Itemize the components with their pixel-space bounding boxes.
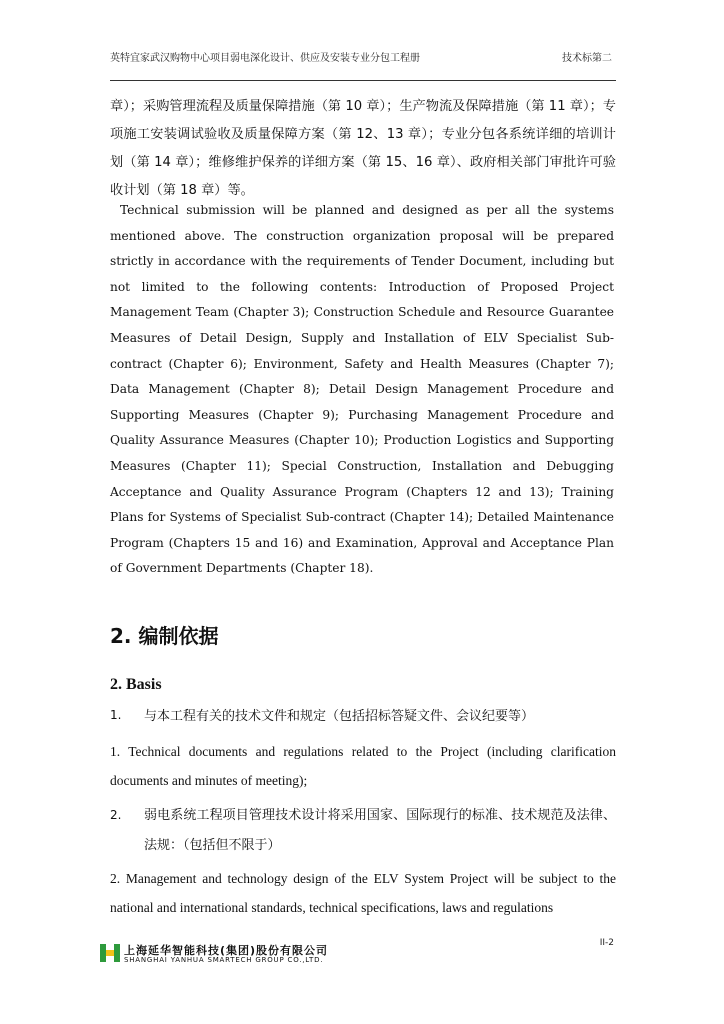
page-footer (100, 938, 616, 978)
list-item-cn-text: 与本工程有关的技术文件和规定（包括招标答疑文件、会议纪要等） (144, 709, 535, 724)
english-paragraph: Technical submission will be planned and designed as per all the systems mentioned above. The construction organization proposal will be prepared strictly in accordance with the requirements of Tender Document, including but not limited to the following contents: Introduction of Proposed Project Management Team (Chapter 3); Construction Schedule and Resource Guarantee Measures of Detail Design, Supply and Installation of ELV Specialist Sub-contract (Chapter 6); Environment, Safety and Health Measures (Chapter 7); Data Management (Chapter 8); Detail Design Management Procedure and Supporting Measures (Chapter 9); Purchasing Management Procedure and Quality Assurance Measures (Chapter 10); Production Logistics and Supporting Measures (Chapter 11); Special Construction, Installation and Debugging Acceptance and Quality Assurance Program (Chapters 12 and 13); Training Plans for Systems of Specialist Sub-contract (Chapter 14); Detailed Maintenance Program (Chapters 15 and 16) and Examination, Approval and Acceptance Plan of Government Departments (Chapter 18). (110, 203, 614, 576)
page-number: II-2 (599, 938, 614, 948)
page-header (110, 52, 616, 81)
company-name-en: SHANGHAI YANHUA SMARTECH GROUP CO.,LTD. (124, 956, 324, 964)
list-item-number: 1. (110, 708, 122, 722)
list-item-en-text: 2. Management and technology design of the ELV System Project will be subject to the national and international standards, technical specifications, laws and regulations (110, 871, 616, 915)
section-heading-cn: 2. 编制依据 (110, 624, 219, 648)
list-item-number: 2. (110, 808, 122, 822)
section-heading-en: 2. Basis (110, 676, 162, 693)
chinese-paragraph: 章）；采购管理流程及质量保障措施（第 10 章）；生产物流及保障措施（第 11 章）；专项施工安装调试验收及质量保障方案（第 12、13 章）；专业分包各系统详细的培训计划（第 14 章）；维修维护保养的详细方案（第 15、16 章）、政府相关部门审批许可验收计划（第 18 章）等。 (110, 99, 616, 198)
company-logo-icon (100, 942, 122, 964)
header-section-label: 技术标第二 (562, 53, 612, 64)
company-name-cn: 上海延华智能科技(集团)股份有限公司 (124, 944, 329, 957)
list-item-en-text: 1. Technical documents and regulations related to the Project (including clarification documents and minutes of meeting); (110, 744, 616, 788)
header-document-title: 英特宜家武汉购物中心项目弱电深化设计、供应及安装专业分包工程册 (110, 53, 420, 64)
list-item-cn-text: 弱电系统工程项目管理技术设计将采用国家、国际现行的标准、技术规范及法律、法规：（包括但不限于） (144, 808, 616, 853)
